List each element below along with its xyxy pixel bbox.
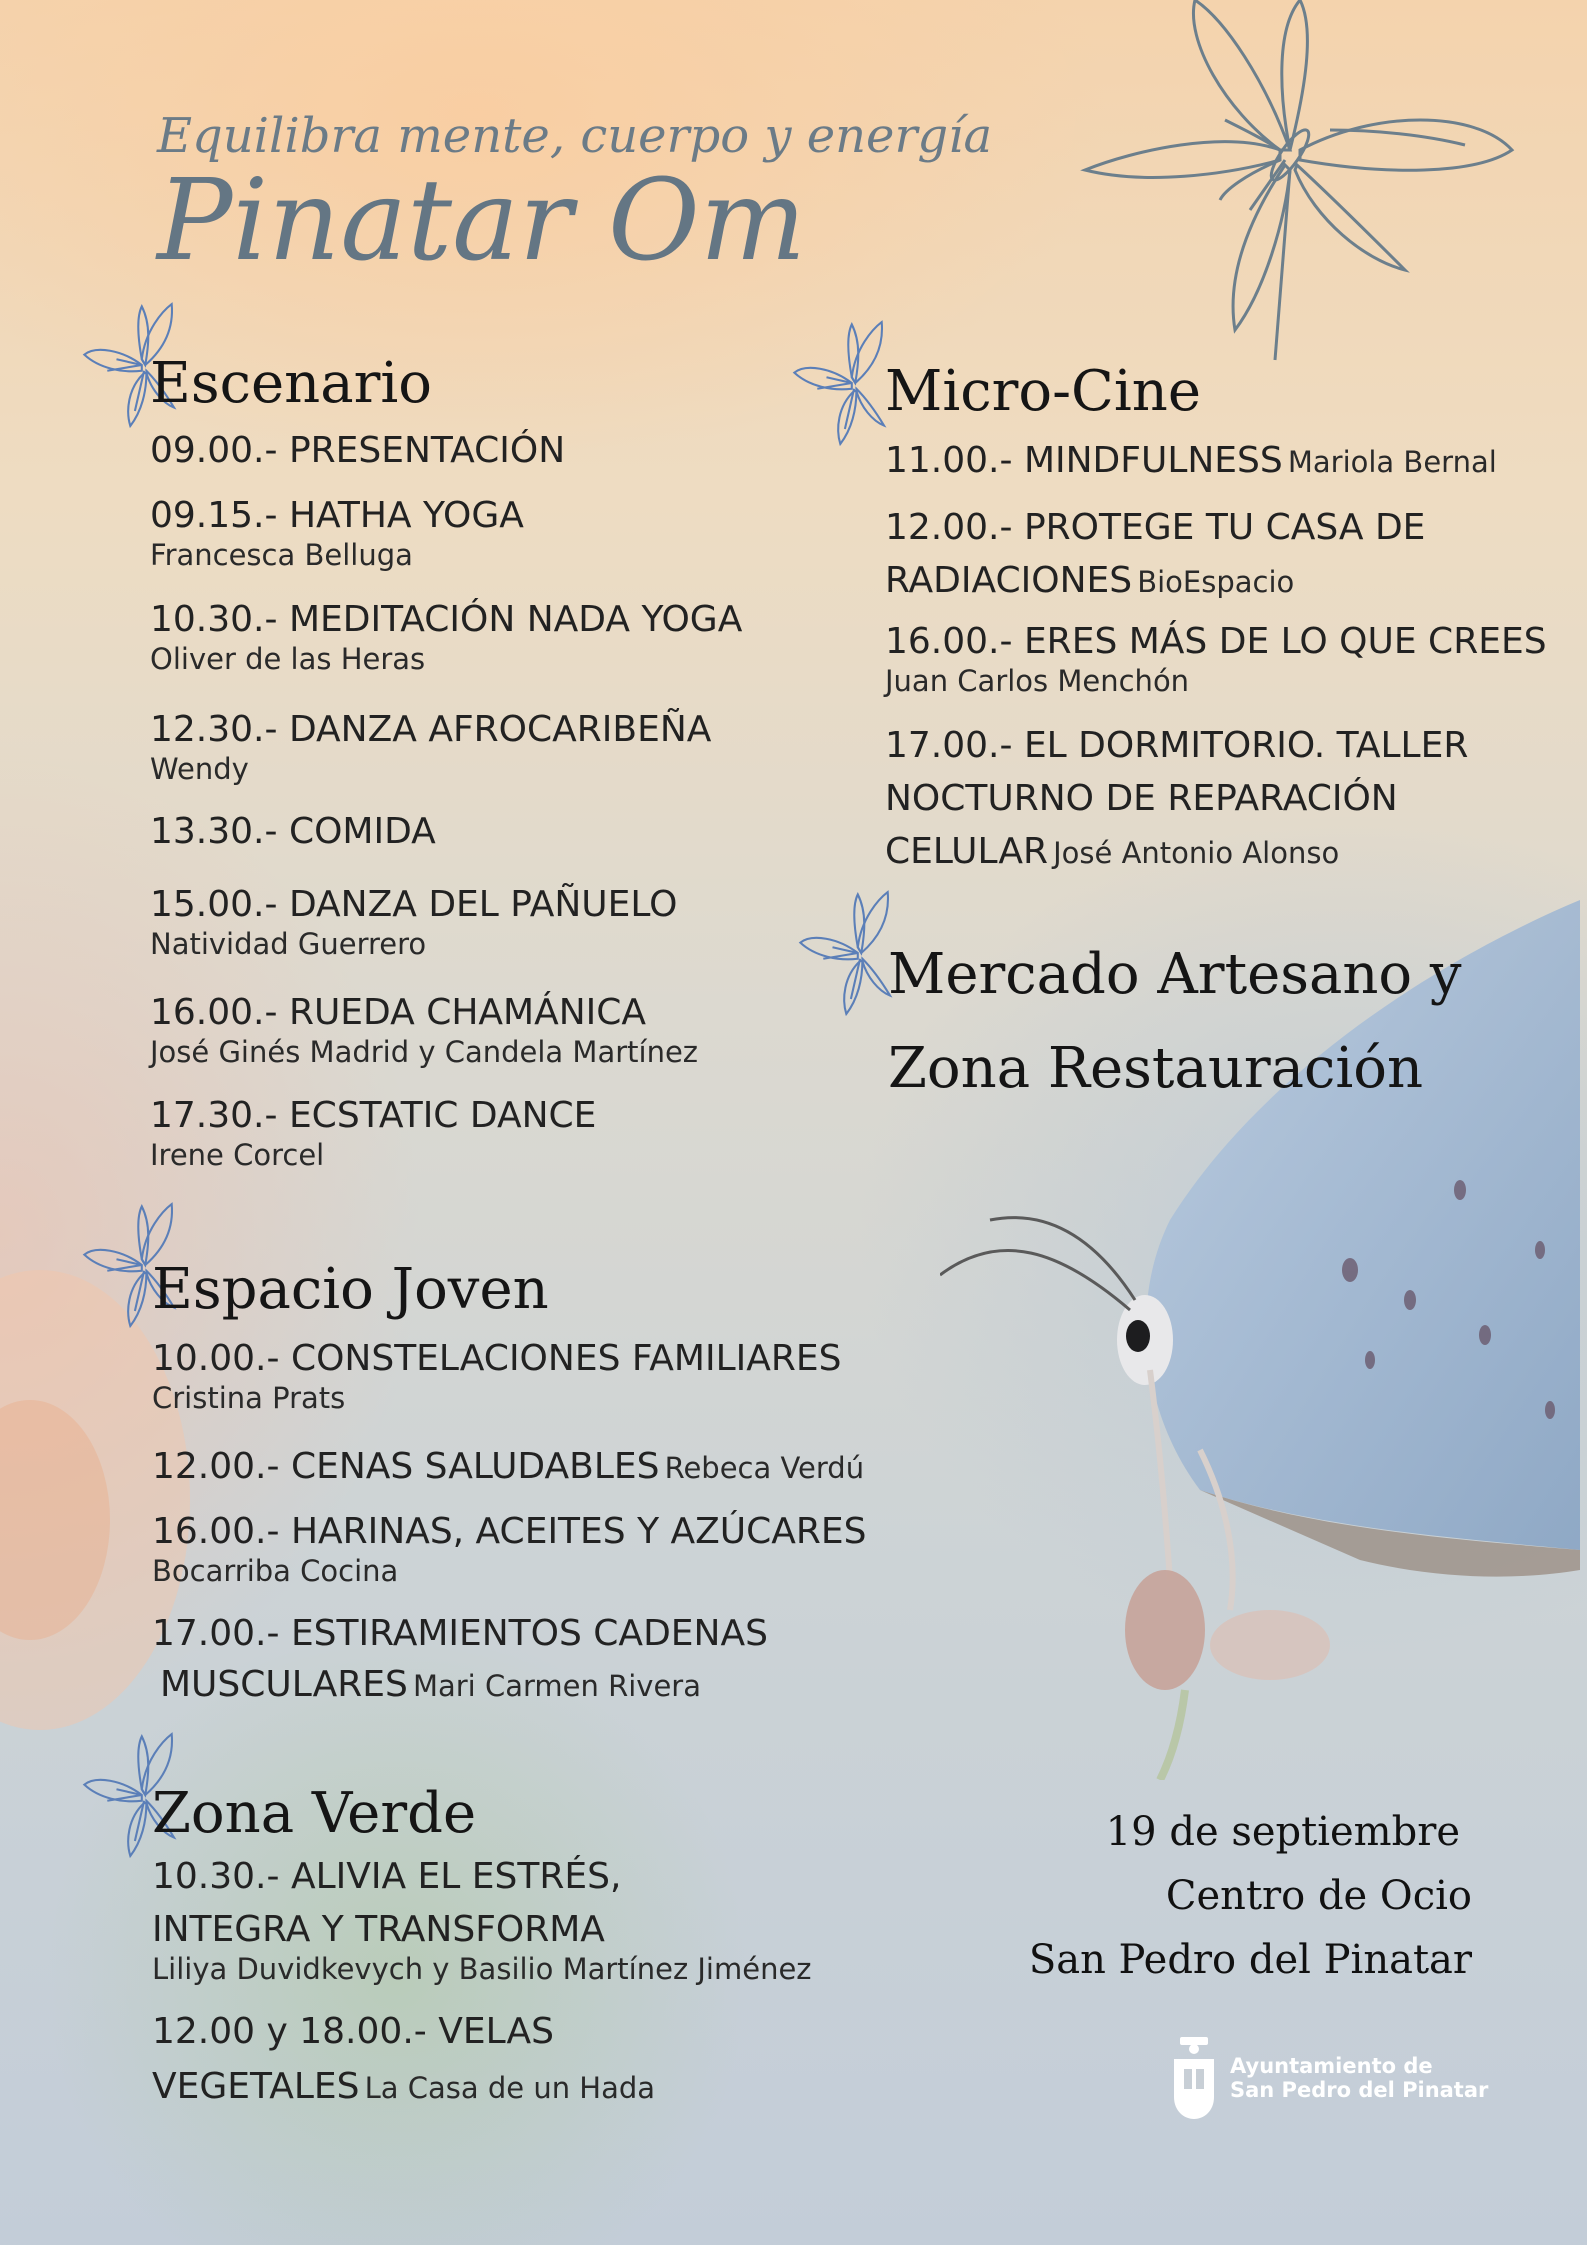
event-presenter: Cristina Prats bbox=[152, 1381, 346, 1416]
list-item bbox=[150, 1093, 830, 1173]
list-item bbox=[150, 597, 830, 677]
event-title: INTEGRA Y TRANSFORMA bbox=[152, 1909, 605, 1951]
event-presenter: BioEspacio bbox=[1137, 565, 1295, 600]
list-item bbox=[885, 723, 1565, 874]
section-title: Escenario bbox=[150, 351, 432, 416]
list-item bbox=[885, 438, 1565, 483]
event-presenter: Oliver de las Heras bbox=[150, 642, 426, 677]
list-item bbox=[150, 707, 830, 787]
section-title: Zona Verde bbox=[152, 1781, 477, 1846]
event-title: 13.30.- COMIDA bbox=[150, 810, 436, 852]
event-title: 10.30.- ALIVIA EL ESTRÉS, bbox=[152, 1856, 622, 1898]
event-venue: Centro de Ocio bbox=[1165, 1873, 1472, 1919]
list-item bbox=[152, 1509, 912, 1589]
page-title: Pinatar Om bbox=[157, 156, 807, 286]
event-title: 12.00.- CENAS SALUDABLES bbox=[152, 1446, 660, 1488]
event-presenter: Irene Corcel bbox=[150, 1138, 325, 1173]
ayuntamiento-logo bbox=[1170, 2035, 1488, 2121]
event-title: RADIACIONES bbox=[885, 560, 1133, 602]
logo-text: San Pedro del Pinatar bbox=[1230, 2078, 1489, 2102]
list-item bbox=[152, 1854, 912, 1987]
event-title: NOCTURNO DE REPARACIÓN bbox=[885, 778, 1398, 820]
event-title: 15.00.- DANZA DEL PAÑUELO bbox=[150, 883, 678, 925]
event-presenter: José Ginés Madrid y Candela Martínez bbox=[150, 1034, 699, 1069]
event-presenter: La Casa de un Hada bbox=[364, 2071, 656, 2106]
event-title: 17.00.- ESTIRAMIENTOS CADENAS bbox=[152, 1612, 768, 1654]
event-presenter: José Antonio Alonso bbox=[1053, 836, 1340, 871]
list-item bbox=[885, 619, 1565, 699]
section-espacio-joven bbox=[152, 1258, 912, 1707]
event-title: 17.00.- EL DORMITORIO. TALLER bbox=[885, 725, 1469, 767]
event-title: 16.00.- RUEDA CHAMÁNICA bbox=[150, 991, 647, 1033]
event-presenter: Liliya Duvidkevych y Basilio Martínez Jiménez bbox=[152, 1952, 812, 1987]
butterfly-outline-icon bbox=[1075, 0, 1525, 370]
event-title: 12.00.- PROTEGE TU CASA DE bbox=[885, 507, 1426, 549]
event-presenter: Mariola Bernal bbox=[1287, 445, 1497, 480]
list-item bbox=[150, 882, 830, 962]
event-presenter: Francesca Belluga bbox=[150, 538, 413, 573]
event-title: 10.00.- CONSTELACIONES FAMILIARES bbox=[152, 1338, 842, 1380]
event-title: 16.00.- HARINAS, ACEITES Y AZÚCARES bbox=[152, 1511, 867, 1553]
section-zona-verde bbox=[152, 1782, 912, 2109]
event-title: 09.15.- HATHA YOGA bbox=[150, 495, 524, 537]
event-title: 16.00.- ERES MÁS DE LO QUE CREES bbox=[885, 621, 1547, 663]
event-presenter: Juan Carlos Menchón bbox=[885, 664, 1190, 699]
list-item bbox=[152, 1444, 912, 1489]
list-item bbox=[150, 428, 830, 473]
event-town: San Pedro del Pinatar bbox=[1028, 1937, 1472, 1983]
event-presenter: Rebeca Verdú bbox=[664, 1451, 865, 1486]
coat-of-arms-icon bbox=[1170, 2035, 1218, 2121]
section-title: Mercado Artesano y bbox=[888, 942, 1462, 1007]
event-presenter: Wendy bbox=[150, 751, 249, 786]
list-item bbox=[150, 809, 830, 854]
event-title: 09.00.- PRESENTACIÓN bbox=[150, 430, 566, 472]
section-mercado bbox=[888, 928, 1462, 1116]
event-title: CELULAR bbox=[885, 831, 1049, 873]
event-presenter: Mari Carmen Rivera bbox=[412, 1668, 701, 1703]
event-title: 10.30.- MEDITACIÓN NADA YOGA bbox=[150, 599, 743, 641]
subtitle: Equilibra mente, cuerpo y energía bbox=[157, 108, 993, 164]
list-item bbox=[152, 1336, 912, 1416]
list-item bbox=[152, 1611, 912, 1707]
section-title: Zona Restauración bbox=[888, 1036, 1424, 1101]
event-title: MUSCULARES bbox=[160, 1663, 408, 1705]
event-presenter: Bocarriba Cocina bbox=[152, 1554, 399, 1589]
list-item bbox=[152, 2009, 912, 2109]
list-item bbox=[150, 990, 830, 1070]
event-title: 12.00 y 18.00.- VELAS bbox=[152, 2011, 554, 2053]
event-presenter: Natividad Guerrero bbox=[150, 926, 427, 961]
list-item bbox=[885, 505, 1565, 603]
logo-text: Ayuntamiento de bbox=[1230, 2053, 1433, 2078]
section-micro-cine bbox=[885, 360, 1565, 874]
event-title: 11.00.- MINDFULNESS bbox=[885, 440, 1283, 482]
section-title: Espacio Joven bbox=[152, 1257, 549, 1322]
list-item bbox=[150, 493, 830, 573]
event-date: 19 de septiembre bbox=[1105, 1809, 1460, 1855]
section-title: Micro-Cine bbox=[885, 359, 1201, 424]
schedule-list bbox=[150, 428, 830, 1173]
event-info bbox=[1029, 1800, 1472, 1992]
event-title: VEGETALES bbox=[152, 2066, 360, 2108]
section-escenario bbox=[150, 352, 830, 1173]
event-title: 12.30.- DANZA AFROCARIBEÑA bbox=[150, 708, 712, 750]
event-title: 17.30.- ECSTATIC DANCE bbox=[150, 1095, 597, 1137]
